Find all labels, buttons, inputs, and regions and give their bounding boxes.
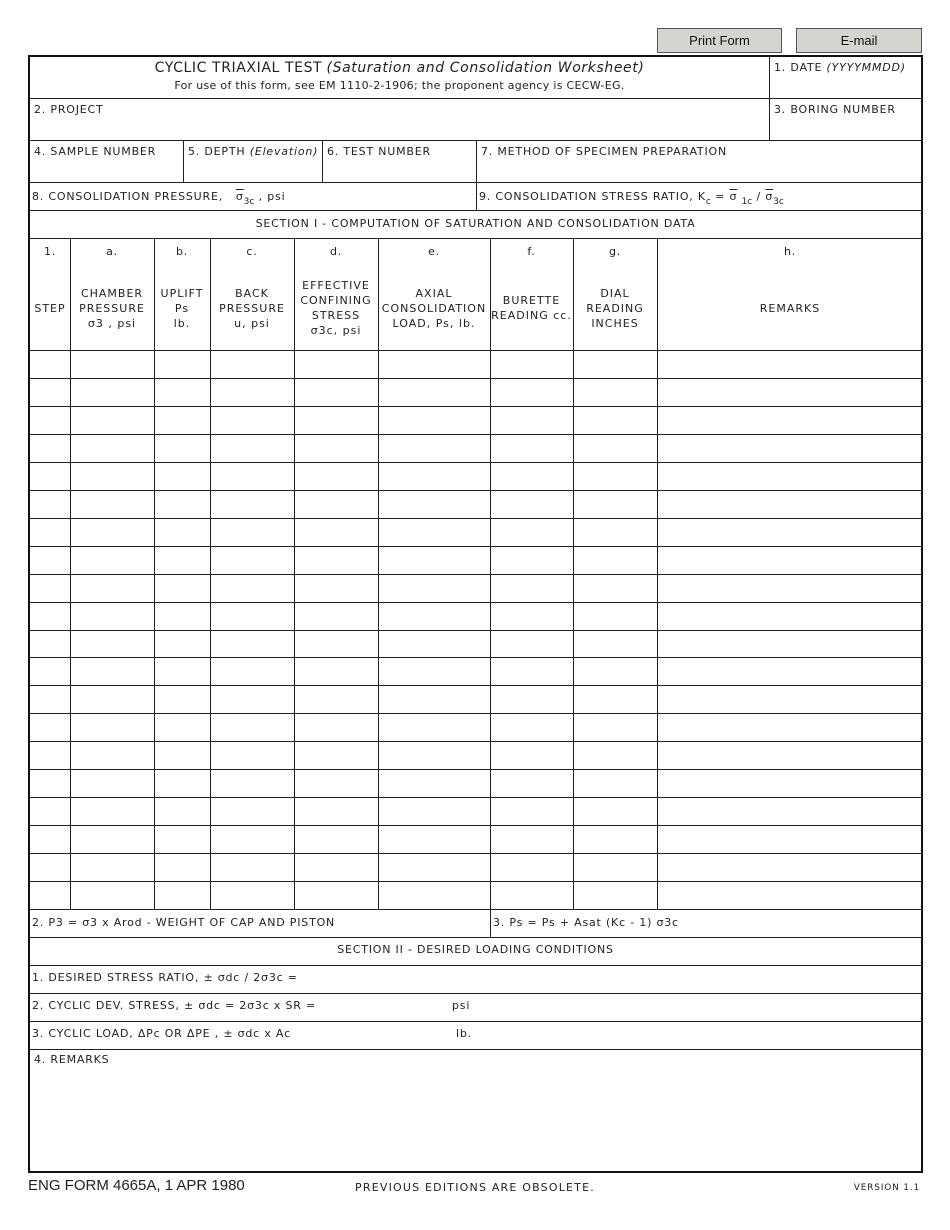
- table-cell[interactable]: [154, 685, 210, 713]
- column-header-line: UPLIFT: [160, 286, 204, 300]
- table-cell[interactable]: [294, 657, 378, 685]
- table-cell[interactable]: [378, 769, 490, 797]
- table-cell[interactable]: [490, 825, 573, 853]
- table-cell[interactable]: [210, 797, 294, 825]
- column-header-line: BURETTE: [502, 294, 561, 307]
- table-cell[interactable]: [210, 825, 294, 853]
- column-header-line: Ps: [174, 301, 190, 315]
- table-cell[interactable]: [210, 741, 294, 769]
- table-row: [30, 546, 921, 574]
- table-cell[interactable]: [154, 490, 210, 518]
- table-cell[interactable]: [657, 350, 923, 378]
- table-cell[interactable]: [70, 462, 154, 490]
- table-cell[interactable]: [378, 630, 490, 658]
- table-cell[interactable]: [70, 546, 154, 574]
- table-cell[interactable]: [490, 378, 573, 406]
- table-cell[interactable]: [70, 657, 154, 685]
- table-cell[interactable]: [573, 825, 657, 853]
- table-row: [30, 462, 921, 490]
- table-cell[interactable]: [490, 434, 573, 462]
- project-field[interactable]: 2. PROJECT: [34, 103, 104, 116]
- table-row: [30, 490, 921, 518]
- table-cell[interactable]: [490, 462, 573, 490]
- table-cell[interactable]: [30, 881, 70, 909]
- table-cell[interactable]: [490, 881, 573, 909]
- version-label: VERSION 1.1: [853, 1183, 920, 1193]
- table-cell[interactable]: [378, 378, 490, 406]
- stress-ratio-field[interactable]: 9. CONSOLIDATION STRESS RATIO, $K_c = \overline{\sigma}$ $_{1c} / \overline{\sigma}_{3c}$: [479, 190, 784, 207]
- date-field[interactable]: 1. DATE (YYYYMMDD): [774, 61, 906, 74]
- table-cell[interactable]: [657, 657, 923, 685]
- column-header-line: AXIAL: [415, 286, 453, 300]
- table-cell[interactable]: [30, 825, 70, 853]
- table-cell[interactable]: [154, 825, 210, 853]
- table-cell[interactable]: [70, 378, 154, 406]
- table-cell[interactable]: [30, 657, 70, 685]
- table-row: [30, 602, 921, 630]
- table-cell[interactable]: [154, 574, 210, 602]
- table-cell[interactable]: [30, 853, 70, 881]
- table-cell[interactable]: [490, 518, 573, 546]
- table-cell[interactable]: [573, 657, 657, 685]
- table-cell[interactable]: [154, 797, 210, 825]
- column-header-line: BACK: [235, 286, 269, 300]
- table-cell[interactable]: [70, 434, 154, 462]
- column-header-line: READING: [586, 301, 644, 315]
- column-header-line: READING cc.: [491, 309, 572, 322]
- table-cell[interactable]: [573, 406, 657, 434]
- table-cell[interactable]: [490, 546, 573, 574]
- test-number-field[interactable]: 6. TEST NUMBER: [327, 145, 431, 158]
- table-cell[interactable]: [657, 741, 923, 769]
- table-cell[interactable]: [490, 769, 573, 797]
- table-cell[interactable]: [657, 518, 923, 546]
- table-cell[interactable]: [378, 546, 490, 574]
- table-cell[interactable]: [573, 574, 657, 602]
- table-cell[interactable]: [378, 825, 490, 853]
- table-cell[interactable]: [154, 657, 210, 685]
- table-cell[interactable]: [378, 434, 490, 462]
- column-header-line: STRESS: [311, 309, 361, 322]
- table-cell[interactable]: [30, 378, 70, 406]
- table-cell[interactable]: [70, 518, 154, 546]
- table-cell[interactable]: [210, 546, 294, 574]
- table-cell[interactable]: [573, 546, 657, 574]
- table-cell[interactable]: [378, 406, 490, 434]
- table-cell[interactable]: [294, 602, 378, 630]
- table-cell[interactable]: [210, 518, 294, 546]
- column-header-line: u, psi: [234, 316, 270, 330]
- table-cell[interactable]: [657, 602, 923, 630]
- table-cell[interactable]: [490, 797, 573, 825]
- table-row: [30, 853, 921, 881]
- obsolete-notice: PREVIOUS EDITIONS ARE OBSOLETE.: [355, 1181, 595, 1194]
- table-cell[interactable]: [657, 434, 923, 462]
- table-cell[interactable]: [210, 769, 294, 797]
- table-cell[interactable]: [573, 602, 657, 630]
- table-cell[interactable]: [154, 350, 210, 378]
- table-cell[interactable]: [154, 546, 210, 574]
- table-cell[interactable]: [70, 853, 154, 881]
- column-header-line: STEP: [34, 301, 66, 315]
- table-cell[interactable]: [210, 406, 294, 434]
- table-row: [30, 378, 921, 406]
- table-cell[interactable]: [154, 769, 210, 797]
- table-cell[interactable]: [573, 685, 657, 713]
- table-cell[interactable]: [378, 797, 490, 825]
- table-cell[interactable]: [294, 825, 378, 853]
- table-cell[interactable]: [30, 462, 70, 490]
- cyclic-dev-stress-field[interactable]: 2. CYCLIC DEV. STRESS, ± σdc = 2σ3c x SR =: [32, 999, 316, 1012]
- table-row: [30, 518, 921, 546]
- email-button[interactable]: E-mail: [796, 28, 922, 53]
- column-header-line: PRESSURE: [219, 301, 285, 315]
- table-cell[interactable]: [378, 574, 490, 602]
- table-cell[interactable]: [657, 881, 923, 909]
- table-cell[interactable]: [30, 769, 70, 797]
- column-header-line: REMARKS: [759, 301, 821, 315]
- table-cell[interactable]: [210, 602, 294, 630]
- table-cell[interactable]: [210, 574, 294, 602]
- table-cell[interactable]: [70, 825, 154, 853]
- table-cell[interactable]: [573, 741, 657, 769]
- table-cell[interactable]: [294, 881, 378, 909]
- table-cell[interactable]: [210, 853, 294, 881]
- column-header-line: σ3c, psi: [310, 324, 362, 337]
- table-cell[interactable]: [657, 685, 923, 713]
- table-cell[interactable]: [210, 350, 294, 378]
- table-cell[interactable]: [30, 685, 70, 713]
- table-cell[interactable]: [378, 462, 490, 490]
- table-cell[interactable]: [378, 685, 490, 713]
- table-cell[interactable]: [294, 462, 378, 490]
- table-cell[interactable]: [378, 518, 490, 546]
- consolidation-pressure-field[interactable]: 8. CONSOLIDATION PRESSURE, $\overline{\sigma}_{3c}$ , psi: [32, 190, 286, 207]
- table-cell[interactable]: [70, 630, 154, 658]
- table-cell[interactable]: [657, 378, 923, 406]
- table-row: [30, 434, 921, 462]
- table-cell[interactable]: [70, 769, 154, 797]
- table-row: [30, 825, 921, 853]
- table-cell[interactable]: [210, 462, 294, 490]
- table-cell[interactable]: [294, 378, 378, 406]
- table-cell[interactable]: [490, 350, 573, 378]
- column-header-line: CHAMBER: [80, 286, 144, 300]
- table-row: [30, 741, 921, 769]
- print-form-button[interactable]: Print Form: [657, 28, 782, 53]
- table-cell[interactable]: [378, 881, 490, 909]
- column-header-line: INCHES: [591, 316, 639, 330]
- table-cell[interactable]: [573, 769, 657, 797]
- table-cell[interactable]: [30, 630, 70, 658]
- table-cell[interactable]: [154, 881, 210, 909]
- table-cell[interactable]: [154, 741, 210, 769]
- column-letter: c.: [246, 245, 258, 258]
- table-cell[interactable]: [378, 713, 490, 741]
- table-cell[interactable]: [154, 434, 210, 462]
- table-row: [30, 713, 921, 741]
- table-cell[interactable]: [573, 434, 657, 462]
- table-cell[interactable]: [657, 574, 923, 602]
- column-header-line: LOAD, Ps, lb.: [392, 316, 476, 330]
- table-cell[interactable]: [30, 713, 70, 741]
- table-cell[interactable]: [573, 462, 657, 490]
- table-cell[interactable]: [210, 434, 294, 462]
- table-cell[interactable]: [30, 350, 70, 378]
- column-letter: h.: [783, 245, 797, 258]
- table-cell[interactable]: [378, 853, 490, 881]
- section-1-title: SECTION I - COMPUTATION OF SATURATION AND CONSOLIDATION DATA: [255, 217, 696, 230]
- form-id: ENG FORM 4665A, 1 APR 1980: [28, 1177, 245, 1194]
- specimen-method-field[interactable]: 7. METHOD OF SPECIMEN PREPARATION: [481, 145, 727, 158]
- table-cell[interactable]: [154, 630, 210, 658]
- table-cell[interactable]: [70, 713, 154, 741]
- table-cell[interactable]: [490, 853, 573, 881]
- table-cell[interactable]: [70, 797, 154, 825]
- table-row: [30, 406, 921, 434]
- table-cell[interactable]: [490, 685, 573, 713]
- table-cell[interactable]: [573, 518, 657, 546]
- table-cell[interactable]: [210, 378, 294, 406]
- table-row: [30, 630, 921, 658]
- table-cell[interactable]: [70, 350, 154, 378]
- table-cell[interactable]: [573, 713, 657, 741]
- table-cell[interactable]: [210, 630, 294, 658]
- table-cell[interactable]: [70, 685, 154, 713]
- table-cell[interactable]: [378, 741, 490, 769]
- table-cell[interactable]: [573, 350, 657, 378]
- table-cell[interactable]: [210, 685, 294, 713]
- table-cell[interactable]: [294, 350, 378, 378]
- table-cell[interactable]: [657, 490, 923, 518]
- table-row: [30, 797, 921, 825]
- table-cell[interactable]: [378, 490, 490, 518]
- column-header-line: DIAL: [600, 286, 630, 300]
- form-subtitle: For use of this form, see EM 1110-2-1906; the proponent agency is CECW-EG.: [174, 79, 625, 92]
- table-cell[interactable]: [30, 406, 70, 434]
- table-row: [30, 657, 921, 685]
- table-cell[interactable]: [154, 378, 210, 406]
- table-cell[interactable]: [573, 490, 657, 518]
- table-cell[interactable]: [657, 769, 923, 797]
- table-cell[interactable]: [657, 630, 923, 658]
- cyclic-load-unit: lb.: [456, 1027, 472, 1040]
- table-cell[interactable]: [30, 602, 70, 630]
- worksheet-form: [28, 55, 923, 1173]
- table-row: [30, 881, 921, 909]
- table-row: [30, 769, 921, 797]
- column-letter: d.: [329, 245, 343, 258]
- desired-stress-ratio-field[interactable]: 1. DESIRED STRESS RATIO, ± σdc / 2σ3c =: [32, 971, 298, 984]
- table-cell[interactable]: [573, 881, 657, 909]
- table-cell[interactable]: [294, 518, 378, 546]
- column-header-line: PRESSURE: [79, 301, 145, 315]
- table-cell[interactable]: [490, 713, 573, 741]
- table-cell[interactable]: [294, 713, 378, 741]
- table-cell[interactable]: [210, 713, 294, 741]
- table-cell[interactable]: [30, 518, 70, 546]
- table-cell[interactable]: [154, 462, 210, 490]
- table-cell[interactable]: [154, 602, 210, 630]
- table-cell[interactable]: [70, 741, 154, 769]
- table-cell[interactable]: [573, 797, 657, 825]
- table-cell[interactable]: [657, 462, 923, 490]
- table-cell[interactable]: [210, 657, 294, 685]
- table-cell[interactable]: [70, 881, 154, 909]
- boring-number-field[interactable]: 3. BORING NUMBER: [774, 103, 896, 116]
- column-header-line: σ3 , psi: [87, 316, 137, 330]
- cyclic-load-field[interactable]: 3. CYCLIC LOAD, ΔPc OR ΔPE , ± σdc x Ac: [32, 1027, 291, 1040]
- column-letter: e.: [428, 245, 440, 258]
- table-cell[interactable]: [294, 741, 378, 769]
- column-letter: 1.: [43, 245, 57, 258]
- table-cell[interactable]: [490, 574, 573, 602]
- table-cell[interactable]: [70, 574, 154, 602]
- table-row: [30, 350, 921, 378]
- table-cell[interactable]: [657, 713, 923, 741]
- table-cell[interactable]: [490, 657, 573, 685]
- column-header-line: EFFECTIVE: [302, 279, 370, 292]
- table-cell[interactable]: [294, 797, 378, 825]
- table-cell[interactable]: [490, 490, 573, 518]
- table-row: [30, 574, 921, 602]
- note-ps-formula: 3. Ps = Ps + Asat (Kc - 1) σ3c: [493, 916, 679, 929]
- table-cell[interactable]: [154, 713, 210, 741]
- table-cell[interactable]: [294, 685, 378, 713]
- column-header-line: lb.: [173, 316, 191, 330]
- column-header-line: CONSOLIDATION: [381, 301, 487, 315]
- form-title: CYCLIC TRIAXIAL TEST (Saturation and Consolidation Worksheet): [154, 60, 645, 76]
- table-cell[interactable]: [30, 574, 70, 602]
- table-cell[interactable]: [70, 490, 154, 518]
- table-cell[interactable]: [490, 406, 573, 434]
- cyclic-dev-stress-unit: psi: [452, 999, 471, 1012]
- table-row: [30, 685, 921, 713]
- table-cell[interactable]: [294, 769, 378, 797]
- table-cell[interactable]: [30, 434, 70, 462]
- table-cell[interactable]: [573, 853, 657, 881]
- table-cell[interactable]: [490, 602, 573, 630]
- table-cell[interactable]: [573, 630, 657, 658]
- table-cell[interactable]: [154, 853, 210, 881]
- table-cell[interactable]: [657, 797, 923, 825]
- table-cell[interactable]: [490, 630, 573, 658]
- column-letter: f.: [527, 245, 536, 258]
- table-cell[interactable]: [573, 378, 657, 406]
- table-cell[interactable]: [294, 490, 378, 518]
- table-cell[interactable]: [657, 825, 923, 853]
- table-cell[interactable]: [30, 546, 70, 574]
- table-cell[interactable]: [294, 434, 378, 462]
- depth-field[interactable]: 5. DEPTH (Elevation): [188, 145, 319, 158]
- table-cell[interactable]: [210, 881, 294, 909]
- note-p3-formula: 2. P3 = σ3 x Arod - WEIGHT OF CAP AND PISTON: [32, 916, 336, 929]
- table-cell[interactable]: [490, 741, 573, 769]
- table-cell[interactable]: [657, 406, 923, 434]
- table-cell[interactable]: [294, 574, 378, 602]
- column-letter: a.: [106, 245, 118, 258]
- table-cell[interactable]: [378, 350, 490, 378]
- column-letter: b.: [175, 245, 189, 258]
- table-cell[interactable]: [294, 406, 378, 434]
- remarks-area[interactable]: [30, 1067, 921, 1171]
- table-cell[interactable]: [30, 741, 70, 769]
- table-cell[interactable]: [294, 630, 378, 658]
- table-cell[interactable]: [30, 490, 70, 518]
- table-cell[interactable]: [294, 546, 378, 574]
- table-cell[interactable]: [378, 602, 490, 630]
- table-cell[interactable]: [154, 518, 210, 546]
- table-cell[interactable]: [657, 853, 923, 881]
- table-cell[interactable]: [378, 657, 490, 685]
- table-cell[interactable]: [70, 406, 154, 434]
- table-cell[interactable]: [70, 602, 154, 630]
- column-letter: g.: [608, 245, 622, 258]
- section-2-title: SECTION II - DESIRED LOADING CONDITIONS: [337, 943, 614, 956]
- table-cell[interactable]: [657, 546, 923, 574]
- table-cell[interactable]: [154, 406, 210, 434]
- remarks-label: 4. REMARKS: [34, 1053, 110, 1066]
- column-header-line: CONFINING: [300, 294, 372, 307]
- table-cell[interactable]: [294, 853, 378, 881]
- sample-number-field[interactable]: 4. SAMPLE NUMBER: [34, 145, 157, 158]
- table-cell[interactable]: [30, 797, 70, 825]
- table-cell[interactable]: [210, 490, 294, 518]
